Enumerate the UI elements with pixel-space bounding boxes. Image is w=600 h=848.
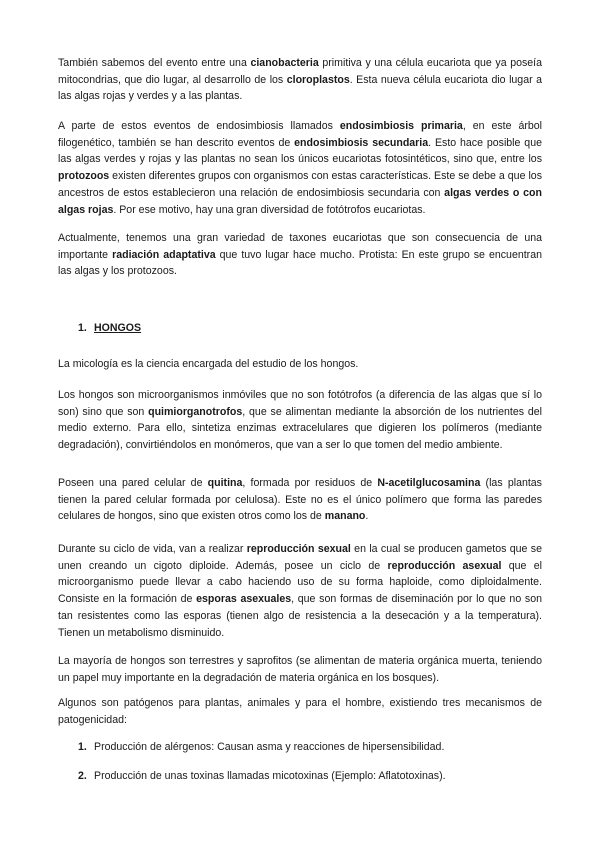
text-span: Durante su ciclo de vida, van a realizar [58, 543, 247, 555]
text-span: (las plantas tienen la pared celular formada por celulosa). Este no es el único polímero que forma las paredes celulares de hongos, sino que existen otros como los de [58, 477, 542, 523]
paragraph-quitina [58, 475, 542, 525]
text-span: Algunos son patógenos para plantas, animales y para el hombre, existiendo tres mecanismos de patogenicidad: [58, 697, 542, 726]
bold-term: reproducción asexual [387, 559, 502, 572]
text-span: También sabemos del evento entre una [58, 57, 251, 69]
bold-term: cianobacteria [250, 57, 319, 69]
bold-term: cloroplastos [286, 73, 350, 86]
text-span: A parte de estos eventos de endosimbiosis llamados [58, 120, 340, 132]
paragraph-radiacion [58, 230, 542, 280]
text-span: Poseen una pared celular de [58, 477, 208, 489]
bold-term: endosimbiosis secundaria [294, 136, 429, 149]
text-span: , que se alimentan mediante la absorción de los nutrientes del medio externo. Para ello, sintetiza enzimas extracelulares que digieren los polímeros (mediante degradación), convirtiéndolos en monómeros, que van a ser lo que tomen del medio ambiente. [58, 405, 542, 452]
text-span: , que son formas de diseminación por lo que no son tan resistentes como las esporas (tienen algo de resistencia a la desecación y a la temperatura). Tienen un metabolismo disminuido. [58, 593, 543, 639]
text-span: . Esta nueva célula eucariota dio lugar a las algas rojas y verdes y a las plantas. [58, 73, 543, 103]
bold-term: protozoos [58, 170, 110, 183]
text-span: que tuvo lugar hace mucho. Protista: En este grupo se encuentran las algas y los protozoos. [58, 248, 542, 278]
bold-term: reproducción sexual [246, 543, 351, 555]
text-span: que el microorganismo puede llevar a cabo haciendo uso de su forma haploide, como diploidalmente. Consiste en la formación de [58, 559, 543, 606]
paragraph-micologia [58, 356, 542, 373]
text-span: La mayoría de hongos son terrestres y saprofitos (se alimentan de materia orgánica muerta, teniendo un papel muy importante en la degradación de materia orgánica en los bosques). [58, 655, 542, 684]
bold-term: radiación adaptativa [112, 248, 216, 261]
list-number: 1. [78, 741, 87, 753]
section-title: HONGOS [94, 322, 142, 334]
list-text: Producción de unas toxinas llamadas micotoxinas (Ejemplo: Aflatotoxinas). [94, 770, 446, 782]
bold-term: N-acetilglucosamina [377, 477, 481, 489]
bold-term: quimiorganotrofos [148, 405, 243, 418]
text-span: . Por ese motivo, hay una gran diversidad de fotótrofos eucariotas. [113, 203, 426, 216]
bold-term: esporas asexuales [196, 593, 292, 606]
list-text: Producción de alérgenos: Causan asma y reacciones de hipersensibilidad. [94, 741, 445, 753]
list-item [78, 768, 542, 785]
text-span: , en este árbol filogenético, también se han descrito eventos de [58, 120, 543, 149]
section-heading [78, 320, 141, 337]
bold-term: manano [324, 510, 366, 523]
paragraph-patogenicidad [58, 695, 542, 728]
text-span: La micología es la ciencia encargada del estudio de los hongos. [58, 358, 359, 370]
text-span: . Esto hace posible que las algas verdes y rojas y las plantas no sean los únicos eucariotas fotosintéticos, sino que, entre los [58, 136, 542, 166]
bold-term: algas verdes o con algas rojas [58, 186, 542, 216]
paragraph-endosimbiosis [58, 118, 542, 218]
text-span: , formada por residuos de [242, 477, 378, 489]
text-span: . [365, 510, 369, 523]
text-span: Los hongos son microorganismos inmóviles que no son fotótrofos (a diferencia de las algas que sí lo son) sino que son [58, 389, 542, 418]
paragraph-quimiorganotrofos [58, 387, 542, 454]
bold-term: endosimbiosis primaria [339, 120, 463, 132]
paragraph-saprofitos [58, 653, 542, 686]
list-number: 2. [78, 770, 87, 782]
bold-term: quitina [207, 477, 243, 489]
paragraph-reproduccion [58, 541, 542, 641]
text-span: Actualmente, tenemos una gran variedad de taxones eucariotas que son consecuencia de una importante [58, 232, 542, 261]
list-item [78, 739, 542, 756]
section-number: 1. [78, 322, 87, 334]
text-span: existen diferentes grupos con organismos con estas características. Este se debe a que los ancestros de estos establecieron una relación de endosimbiosis secundaria con [58, 170, 542, 199]
text-span: en la cual se producen gametos que se unen creando un cigoto diploide. Además, posee un ciclo de [58, 543, 542, 572]
text-span: primitiva y una célula eucariota que ya poseía mitocondrias, que dio lugar, al desarrollo de los [58, 57, 543, 86]
paragraph-cianobacteria [58, 55, 542, 105]
